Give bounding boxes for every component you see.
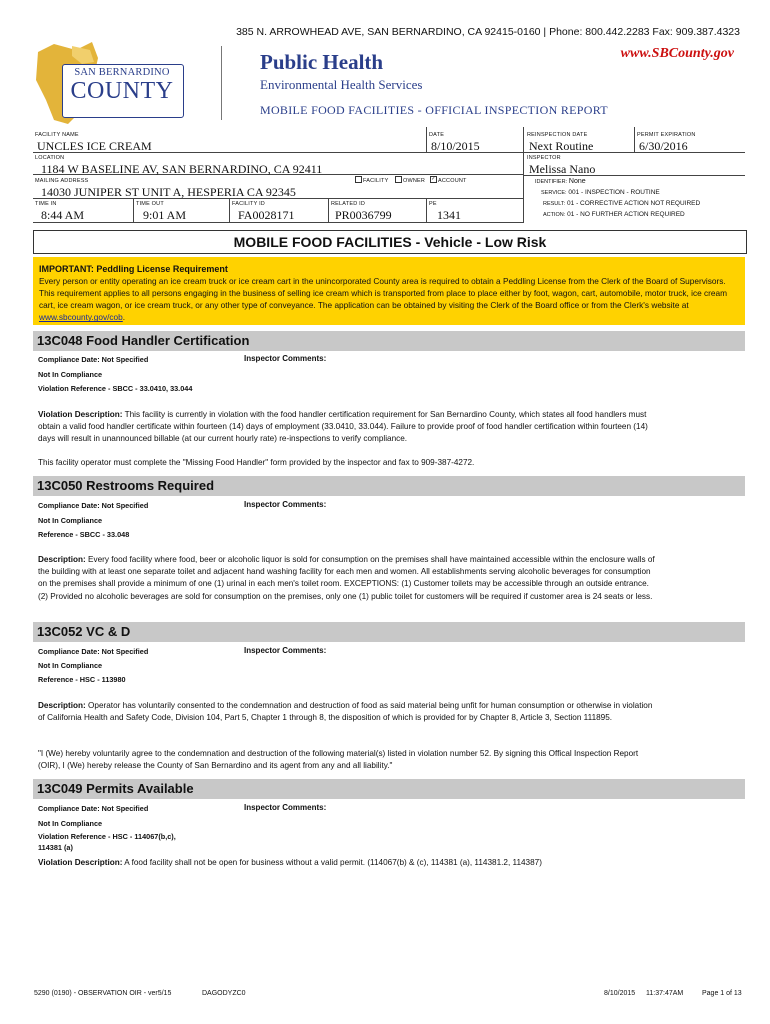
compliance-date: Compliance Date: Not Specified	[38, 647, 149, 656]
identifier-row: IDENTIFIER: None	[535, 178, 586, 185]
related-id-label: RELATED ID	[331, 201, 365, 207]
header-address: 385 N. ARROWHEAD AVE, SAN BERNARDINO, CA 92415-0160 | Phone: 800.442.2283 Fax: 909.387.4323	[236, 26, 740, 38]
section-header: 13C049 Permits Available	[33, 779, 745, 799]
report-title: MOBILE FOOD FACILITIES - OFFICIAL INSPECTION REPORT	[260, 103, 608, 117]
time-out-label: TIME OUT	[136, 201, 164, 207]
section-note: This facility operator must complete the "Missing Food Handler" form provided by the inspector and fax to 909-387-4272.	[38, 458, 475, 467]
facility-info-grid	[33, 127, 745, 223]
violation-description: Violation Description: A food facility shall not be open for business without a valid permit. (114067(b) & (c), 114381 (a), 114381.2, 114387)	[38, 858, 542, 867]
important-notice	[33, 257, 745, 325]
important-body: Every person or entity operating an ice cream truck or ice cream cart in the unincorporated County area is required to obtain a Peddling License from the Clerk of the Board of Supervisors. This requirement applies to all persons engaging in the business of selling ice cream which is transported from place to place either by foot, wagon, cart, automobile, motor truck, ice cream cart, ice cream wagon, or ice cream truck, or any other type of conveyance. The application can be obtained by visiting the Clerk of the Board office or from the Clerk's website at www.sbcounty.gov/cob.	[39, 276, 728, 323]
footer-form-id: 5290 (0190) - OBSERVATION OIR - ver5/15	[34, 990, 172, 997]
clerk-website-link[interactable]: www.sbcounty.gov/cob	[39, 312, 123, 323]
action-row: ACTION: 01 - NO FURTHER ACTION REQUIRED	[543, 211, 685, 218]
compliance-status: Not In Compliance	[38, 661, 103, 670]
time-out: 9:01 AM	[143, 208, 187, 222]
inspector-comments: Inspector Comments:	[244, 803, 327, 812]
facility-name: UNCLES ICE CREAM	[37, 139, 152, 153]
inspector-comments: Inspector Comments:	[244, 646, 327, 655]
facility-id-label: FACILITY ID	[232, 201, 265, 207]
county-logo	[32, 40, 182, 128]
pe-value: 1341	[437, 208, 461, 222]
footer-time: 11:37:47AM	[646, 990, 684, 997]
logo-text-bottom: COUNTY	[70, 78, 174, 104]
time-in: 8:44 AM	[41, 208, 85, 222]
facility-id: FA0028171	[238, 208, 295, 222]
inspector-comments: Inspector Comments:	[244, 354, 327, 363]
pe-label: PE	[429, 201, 437, 207]
violation-reference-cont: 114381 (a)	[38, 843, 73, 852]
compliance-date: Compliance Date: Not Specified	[38, 501, 149, 510]
reinspection-label: REINSPECTION DATE	[527, 132, 588, 138]
website-link[interactable]: www.SBCounty.gov	[620, 46, 734, 61]
facility-type-title: MOBILE FOOD FACILITIES - Vehicle - Low Risk	[33, 230, 747, 254]
section-header: 13C050 Restrooms Required	[33, 476, 745, 496]
important-title: IMPORTANT: Peddling License Requirement	[39, 264, 228, 274]
time-in-label: TIME IN	[35, 201, 57, 207]
account-checkbox[interactable]: ✓	[431, 176, 436, 182]
violation-description: Violation Description: This facility is currently in violation with the food handler certification requirement for San Bernardino County, which states all food handlers must obtain a valid food handler certificate within fourteen (14) days of employment (33.0410, 33.044). Failure to provide proof of food handler certification within fourteen (14) days will result in unannounced billable (at our current hourly rate) re-inspections to verify compliance.	[38, 410, 648, 444]
mailing-address: 14030 JUNIPER ST UNIT A, HESPERIA CA 92345	[41, 185, 296, 199]
footer-page: Page 1 of 13	[702, 990, 742, 997]
permit-expiration: 6/30/2016	[639, 139, 688, 153]
account-option[interactable]: ✓ ACCOUNT	[431, 176, 467, 184]
compliance-status: Not In Compliance	[38, 819, 103, 828]
violation-reference: Violation Reference - SBCC - 33.0410, 33.044	[38, 384, 193, 393]
inspector-label: INSPECTOR	[527, 155, 561, 161]
owner-checkbox[interactable]	[395, 176, 402, 183]
result-row: RESULT: 01 - CORRECTIVE ACTION NOT REQUIRED	[543, 200, 701, 207]
mailing-address-label: MAILING ADDRESS	[35, 178, 89, 184]
section-header: 13C052 VC & D	[33, 622, 745, 642]
inspector-name: Melissa Nano	[529, 162, 596, 176]
page-subtitle: Environmental Health Services	[260, 77, 423, 92]
page-title: Public Health	[260, 50, 384, 74]
violation-description: Description: Operator has voluntarily consented to the condemnation and destruction of food as said material being unfit for human consumption or otherwise in violation of California Health and Safety Code, Division 104, Part 5, Chapter 1 through 8, the disposition of which is provided for by Chapter 8, Article 3, Section 111895.	[38, 701, 653, 723]
footer-date: 8/10/2015	[604, 990, 636, 997]
compliance-date: Compliance Date: Not Specified	[38, 804, 149, 813]
facility-checkbox[interactable]	[355, 176, 362, 183]
compliance-status: Not In Compliance	[38, 516, 103, 525]
related-id: PR0036799	[335, 208, 392, 222]
compliance-status: Not In Compliance	[38, 370, 103, 379]
date-label: DATE	[429, 132, 445, 138]
section-header: 13C048 Food Handler Certification	[33, 331, 745, 351]
violation-reference: Reference - HSC - 113980	[38, 675, 126, 684]
permit-expiration-label: PERMIT EXPIRATION	[637, 132, 696, 138]
section-note: "I (We) hereby voluntarily agree to the condemnation and destruction of the following material(s) listed in violation number 52. By signing this Offical Inspection Report (OIR), I (We) hereby release the County of San Bernardino and its agent from any and all liability."	[38, 749, 639, 771]
owner-option[interactable]: OWNER	[395, 177, 425, 184]
facility-name-label: FACILITY NAME	[35, 132, 79, 138]
violation-reference: Violation Reference - HSC - 114067(b,c),	[38, 832, 176, 841]
violation-reference: Reference - SBCC - 33.048	[38, 530, 130, 539]
reinspection-date: Next Routine	[529, 139, 594, 153]
location-label: LOCATION	[35, 155, 65, 161]
footer-code: DAGODYZC0	[202, 990, 246, 997]
inspector-comments: Inspector Comments:	[244, 500, 327, 509]
inspection-date: 8/10/2015	[431, 139, 480, 153]
facility-option[interactable]: FACILITY	[355, 177, 388, 184]
location: 1184 W BASELINE AV, SAN BERNARDINO, CA 92411	[41, 162, 323, 176]
service-row: SERVICE: 001 - INSPECTION - ROUTINE	[541, 189, 660, 196]
logo-text-top: SAN BERNARDINO	[74, 67, 170, 78]
header-divider	[221, 46, 222, 120]
compliance-date: Compliance Date: Not Specified	[38, 355, 149, 364]
violation-description: Description: Every food facility where food, beer or alcoholic liquor is sold for consumption on the premises shall have maintained accessible within the enclosure walls of the building with at least one separate toilet and adjacent hand washing facility for each men and women. All establishments serving alcoholic beverages for consumption on the premises shall provide a minimum of one (1) urinal in each men's toilet room. EXCEPTIONS: (1) Customer toilets may be accessible through an outside entrance. (2) Provided no alcoholic beverages are sold for consumption on the premises, only one (1) public toilet for customers will be required if customer area is 24 seats or less.	[38, 555, 655, 601]
